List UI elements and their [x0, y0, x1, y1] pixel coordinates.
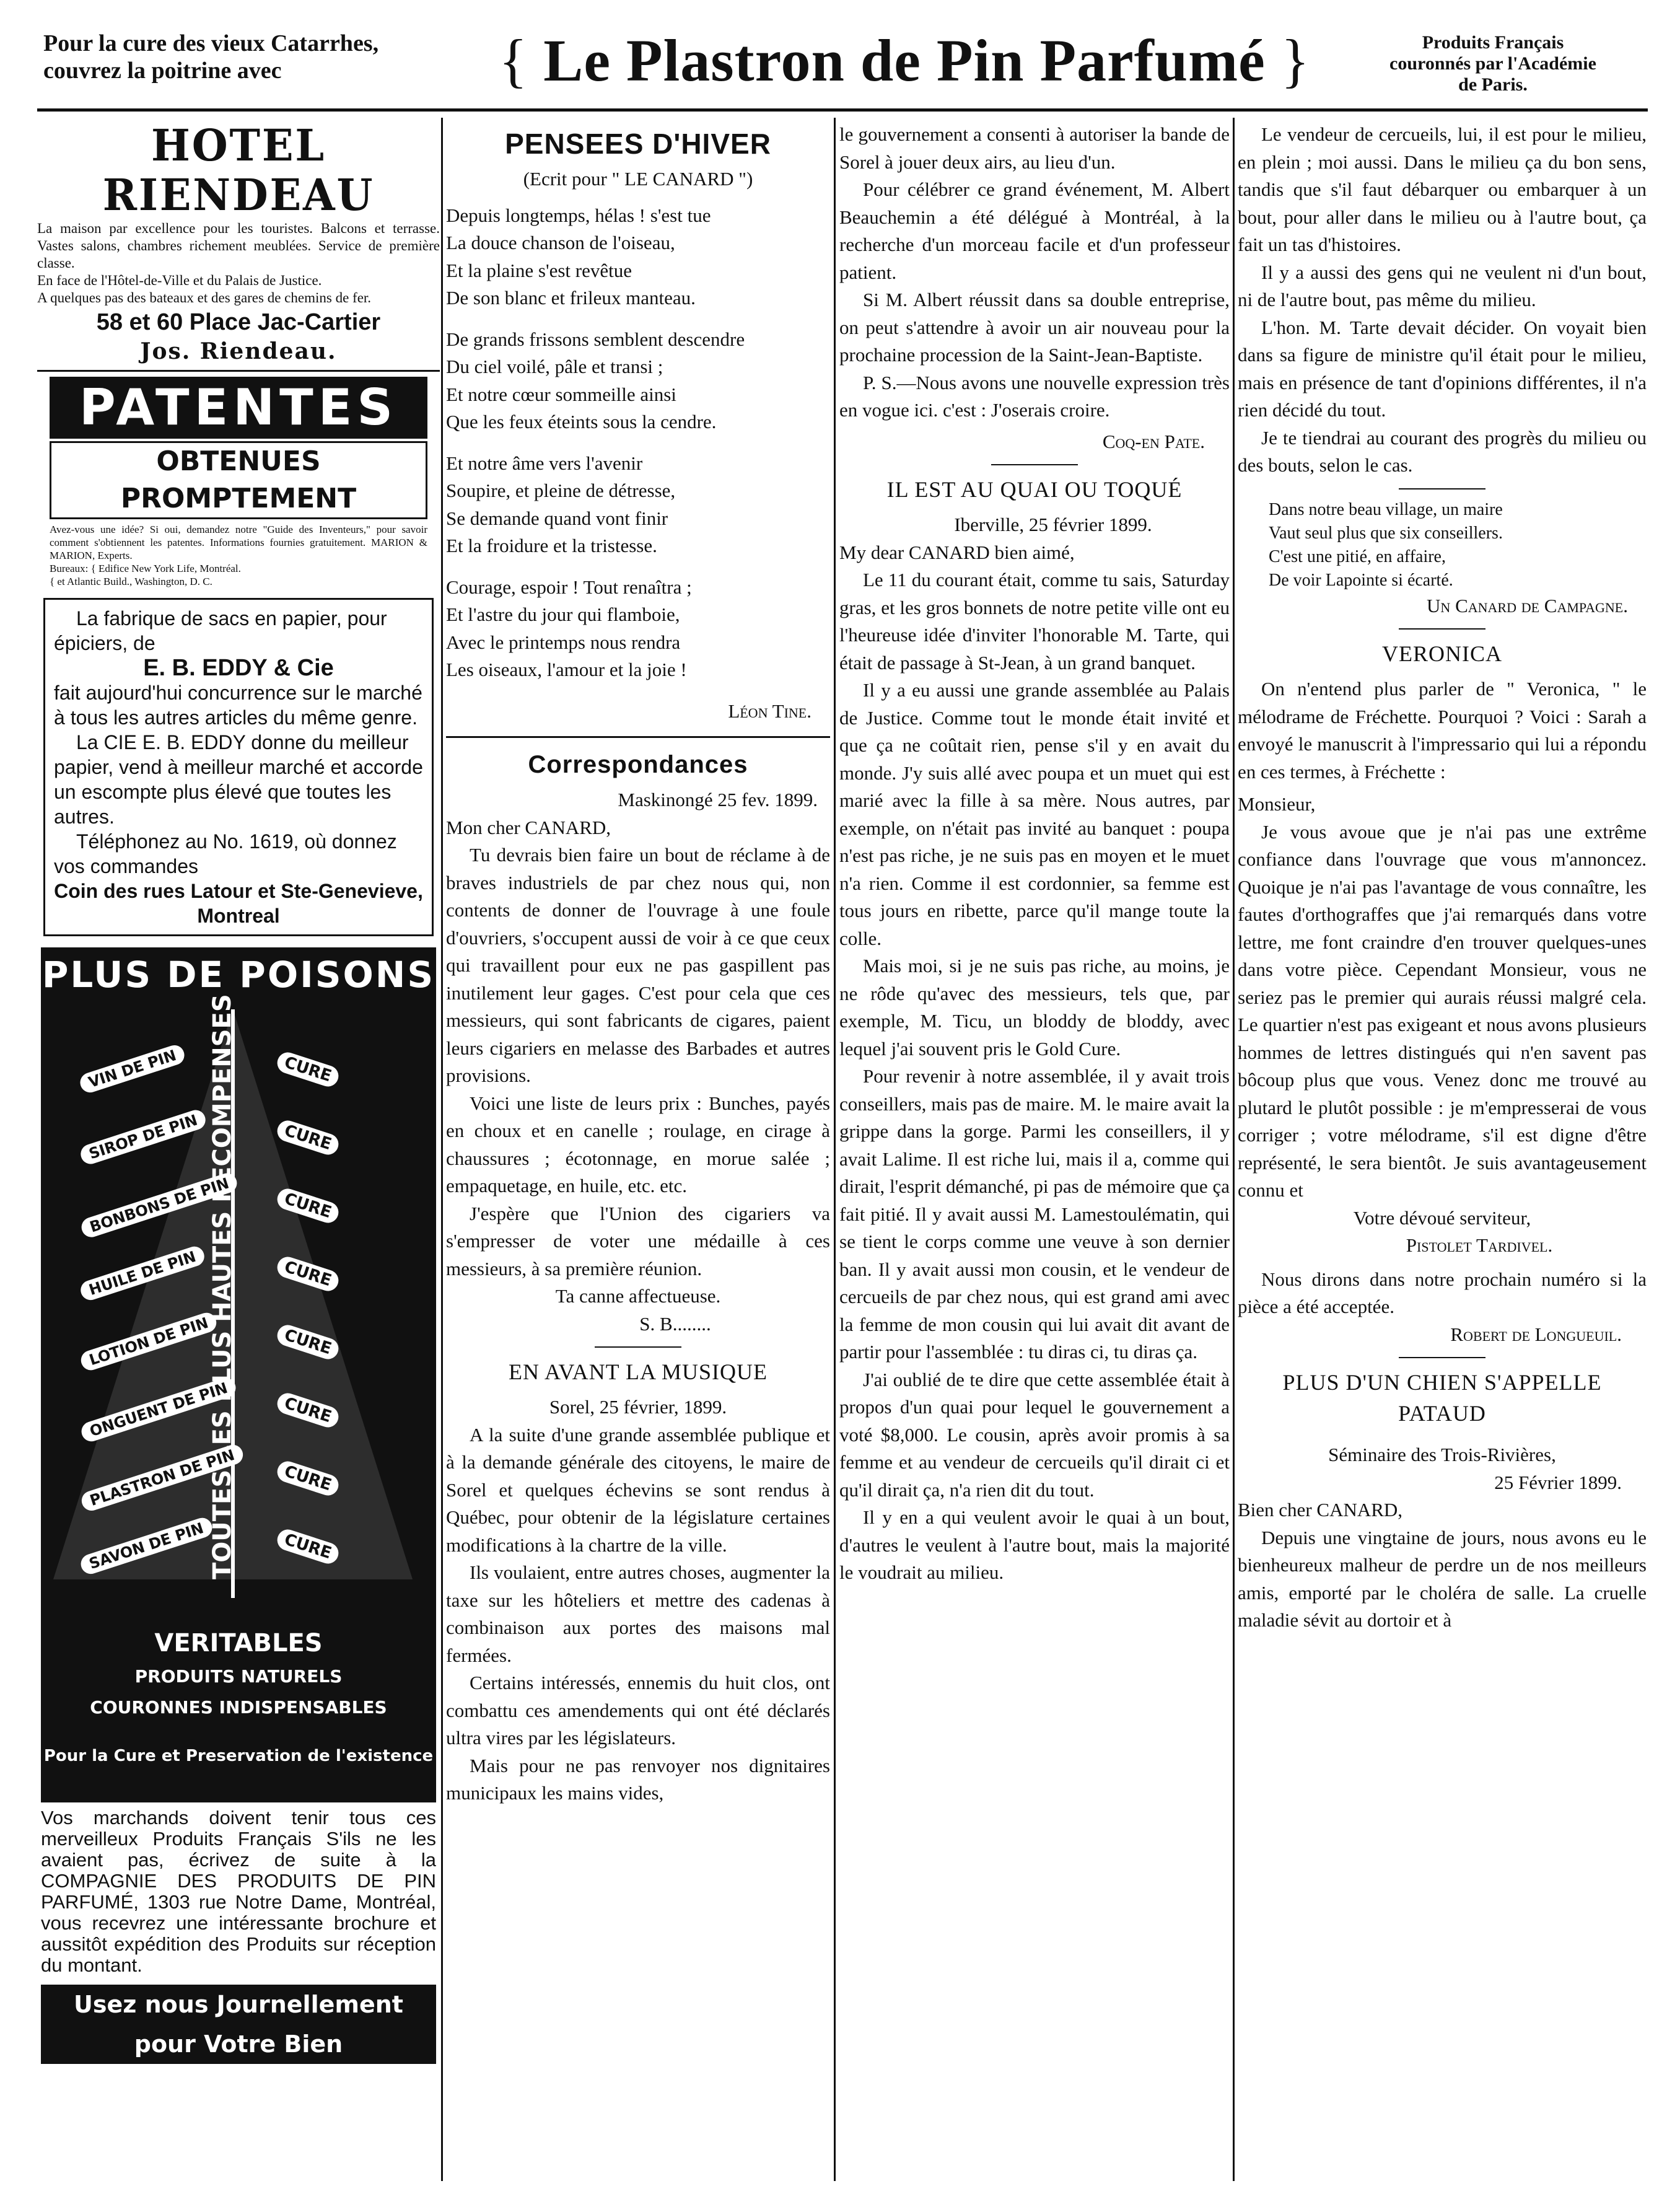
quai-paragraph: Il y en a qui veulent avoir le quai à un bout, d'autres le veulent à l'autre bout, mais la majorité le voudrait au milieu.	[839, 1506, 1230, 1583]
quai-paragraph: Le 11 du courant était, comme tu sais, Saturday gras, et les gros bonnets de notre petite ville ont eu l'heureuse idée d'inviter l'honorable M. Tarte, qui était de passage à St-Jean, à un grand banquet.	[839, 569, 1230, 674]
poem-stanza-2	[446, 326, 830, 436]
chien-place: Séminaire des Trois-Rivières,	[1328, 1444, 1556, 1465]
masthead-title-text: Le Plastron de Pin Parfumé	[543, 27, 1266, 94]
poisons-foot-4: Pour la Cure et Preservation de l'existence	[43, 1747, 434, 1765]
masthead-right-line2: couronnés par l'Académie	[1389, 53, 1596, 74]
veronica-letter: Je vous avoue que je n'ai pas une extrême confiance dans l'ouvrage que vous m'annoncez. Quoique je n'ai pas l'avantage de vous connaître, les fautes d'orthograffes que j'ai remarqués dans votre lettre, me font craindre d'en trouver quelques-unes dans votre pièce. Cependant Monsieur, vous ne seriez pas le premier qui aurais réussi malgré cela. Le quartier n'est pas exigeant et nous avons plusieurs hommes de lettres distingués qui n'en savent pas bôcoup plus que vous. Venez donc me trouvé au plutard le plutôt possible : je m'empresserai de vous corriger ; votre mélodrame, s'il est digne d'être représenté, le sera bientôt. Je suis avantageusement connu et	[1238, 820, 1647, 1201]
veronica-closing: Votre dévoué serviteur,	[1353, 1206, 1531, 1229]
divider	[1399, 488, 1485, 489]
poem-line: Courage, espoir ! Tout renaîtra ;	[446, 576, 692, 598]
patentes-title: PATENTES	[50, 377, 427, 439]
quai-verse	[1238, 498, 1647, 592]
column-rule-3	[1233, 118, 1235, 2181]
column-rule-1	[441, 118, 443, 2181]
correspondances-greeting: Mon cher CANARD,	[446, 816, 611, 838]
correspondances-closing: Ta canne affectueuse.	[555, 1285, 721, 1307]
musique-paragraph: Si M. Albert réussit dans sa double entreprise, on peut s'attendre à avoir un air nouveau pour la prochaine procession de la Saint-Jean-Baptiste.	[839, 289, 1230, 366]
product-label-4: HUILE DE PIN	[78, 1244, 207, 1303]
quai-paragraph: J'ai oublié de te dire que cette assemblée était à propos d'un quai pour lequel le gouvernement a voté $8,000. Le cousin, après avoir promis à sa femme et au vendeur de cercueils qu'il dirait ci et qu'il dirait ça, n'a rien dit du tout.	[839, 1368, 1230, 1501]
chien-title: PLUS D'UN CHIEN S'APPELLE PATAUD	[1282, 1370, 1602, 1426]
poem-line: Se demande quand vont finir	[446, 507, 668, 529]
poem-title: PENSEES D'HIVER	[505, 128, 771, 160]
verse-line: De voir Lapointe si écarté.	[1269, 570, 1453, 590]
musique-paragraph: Mais pour ne pas renvoyer nos dignitaires municipaux les mains vides,	[446, 1754, 830, 1804]
musique-date: Sorel, 25 février, 1899.	[549, 1396, 727, 1418]
poem-line: Soupire, et pleine de détresse,	[446, 480, 676, 501]
cure-label-3: CURE	[274, 1186, 341, 1226]
masthead-bracket-right: }	[1280, 27, 1310, 94]
quai-paragraph: Pour revenir à notre assemblée, il y avait trois conseillers, mais pas de maire. M. le maire avait la grippe dans la gorge. Parmi les conseillers, il y avait Lalime. Il est riche lui, mais il a, comme qui dirait, l'esprit démanché, pi pas de mémoire que ça fait pitié. Il y avait aussi M. Lamestoulématin, qui se tient le corps comme une veuve à son dernier ban. Il y avait aussi mon cousin, et le vendeur de cercueils de par chez nous, qui est grand ami avec la femme de mon cousin qui lui avait dit avant de partir pour l'assemblée : tu diras ci, tu diras ça.	[839, 1065, 1230, 1363]
divider	[1399, 1357, 1485, 1358]
hotel-text-3: A quelques pas des bateaux et des gares de chemins de fer.	[37, 290, 372, 305]
poem-line: Et notre cœur sommeille ainsi	[446, 383, 676, 405]
veronica-greeting: Monsieur,	[1238, 793, 1316, 815]
product-label-2: SIROP DE PIN	[78, 1107, 208, 1166]
masthead-right-line1: Produits Français	[1422, 32, 1564, 53]
poem-line: Depuis longtemps, hélas ! s'est tue	[446, 204, 711, 226]
usez-nous-bar: Usez nous Journellement pour Votre Bien	[41, 1985, 436, 2064]
patentes-bureaux-1: Bureaux: { Edifice New York Life, Montréal.	[50, 563, 241, 574]
patentes-subtitle: OBTENUES PROMPTEMENT	[50, 441, 427, 519]
cure-label-8: CURE	[274, 1527, 341, 1566]
masthead-left	[43, 30, 452, 84]
verse-line: C'est une pitié, en affaire,	[1269, 546, 1446, 566]
poem-line: Et l'astre du jour qui flamboie,	[446, 604, 680, 625]
column-1-ads	[37, 121, 440, 2186]
chien-greeting: Bien cher CANARD,	[1238, 1499, 1403, 1521]
correspondances-title: Correspondances	[528, 751, 748, 778]
poem-signature: Léon Tine.	[728, 700, 812, 722]
musique-paragraph: Certains intéressés, ennemis du huit clos, ont combattu ces amendements qui ont été déclarés ultra vires par les législateurs.	[446, 1672, 830, 1749]
quai-date: Iberville, 25 février 1899.	[954, 514, 1152, 535]
veronica-letter-signature: Pistolet Tardivel.	[1406, 1234, 1553, 1256]
masthead-bracket-left: {	[499, 27, 528, 94]
eddy-line-5: Coin des rues Latour et Ste-Genevieve, Montreal	[54, 880, 423, 927]
masthead-right-line3: de Paris.	[1458, 74, 1528, 95]
poisons-title: PLUS DE POISONS	[42, 954, 435, 996]
correspondances-date: Maskinongé 25 fev. 1899.	[618, 789, 818, 810]
veronica-paragraph: On n'entend plus parler de " Veronica, " le mélodrame de Fréchette. Pourquoi ? Voici : Sarah a envoyé le manuscrit à l'impressario qui lui a répondu en ces termes, à Fréchette :	[1238, 678, 1647, 783]
cure-label-2: CURE	[274, 1118, 341, 1157]
hotel-address: 58 et 60 Place Jac-Cartier	[96, 309, 381, 335]
masthead-title	[471, 24, 1338, 98]
cure-label-1: CURE	[274, 1050, 341, 1089]
hotel-signature: Jos. Riendeau.	[140, 338, 337, 364]
divider	[595, 1346, 681, 1348]
musique-paragraph: Pour célébrer ce grand événement, M. Albert Beauchemin a été délégué à Montréal, à la recherche d'un morceau facile et d'un professeur patient.	[839, 178, 1230, 283]
hotel-name: HOTEL RIENDEAU	[102, 121, 375, 221]
product-label-7: PLASTRON DE PIN	[79, 1442, 245, 1513]
quai-signature: Un Canard de Campagne.	[1427, 594, 1628, 617]
hotel-text-2: En face de l'Hôtel-de-Ville et du Palais de Justice.	[37, 273, 322, 288]
products-closing-text: Vos marchands doivent tenir tous ces merveilleux Produits Français S'ils ne les avaient pas, écrivez de suite à la COMPAGNIE DES PRODUITS DE PIN PARFUMÉ, 1303 rue Notre Dame, Montréal, vous recevrez une intéressante brochure et aussitôt expédition des Produits sur réception du montant.	[41, 1807, 436, 1976]
correspondances-signature: S. B........	[639, 1312, 711, 1335]
poem-line: Et la plaine s'est revêtue	[446, 259, 632, 281]
chien-date: 25 Février 1899.	[1494, 1471, 1622, 1493]
poem-stanza-3	[446, 450, 830, 560]
veronica-signature: Robert de Longueuil.	[1450, 1323, 1622, 1345]
patentes-text: Avez-vous une idée? Si oui, demandez notre "Guide des Inventeurs," pour savoir comment s'obtiennent les patentes. Informations fournies gratuitement. MARION & MARION, Experts.	[50, 524, 427, 561]
eddy-line-3: La CIE E. B. EDDY donne du meilleur papier, vend à meilleur marché et accorde un escompte plus élevé que toutes les autres.	[54, 731, 423, 828]
column-3	[839, 121, 1230, 2186]
veronica-title: VERONICA	[1382, 641, 1502, 666]
pine-tree-illustration	[47, 1003, 431, 1623]
eddy-line-4: Téléphonez au No. 1619, où donnez vos commandes	[54, 830, 397, 877]
musique-signature: Coq-en Pate.	[1102, 430, 1205, 452]
poem-line: Que les feux éteints sous la cendre.	[446, 411, 717, 432]
verse-line: Dans notre beau village, un maire	[1269, 499, 1503, 519]
quai-paragraph: Il y a aussi des gens qui ne veulent ni d'un bout, ni de l'autre bout, pas même du milieu.	[1238, 261, 1647, 310]
divider	[1399, 628, 1485, 630]
poisons-foot-2: PRODUITS NATURELS	[134, 1666, 343, 1687]
poisons-foot-1: VERITABLES	[154, 1629, 323, 1657]
quai-greeting: My dear CANARD bien aimé,	[839, 541, 1075, 563]
product-label-6: ONGUENT DE PIN	[79, 1376, 238, 1444]
poisons-ad	[41, 947, 436, 1802]
poem-stanza-1	[446, 202, 830, 312]
divider	[991, 464, 1078, 465]
poisons-vertical-text: TOUTES LES PLUS HAUTES RECOMPENSES	[208, 994, 237, 1579]
musique-paragraph: Ils voulaient, entre autres choses, augmenter la taxe sur les hôteliers et mettre des cadenas à combinaison aux portes des maisons mal fermées.	[446, 1561, 830, 1666]
poisons-foot-3: COURONNES INDISPENSABLES	[90, 1697, 387, 1718]
quai-paragraph: Je te tiendrai au courant des progrès du milieu ou des bouts, selon le cas.	[1238, 426, 1647, 476]
masthead-rule	[37, 108, 1648, 112]
divider	[446, 736, 830, 738]
eddy-ad	[43, 598, 434, 936]
quai-title: IL EST AU QUAI OU TOQUÉ	[886, 477, 1183, 502]
cure-label-4: CURE	[274, 1254, 341, 1294]
product-label-8: SAVON DE PIN	[78, 1516, 214, 1577]
quai-paragraph: Il y a eu aussi une grande assemblée au Palais de Justice. Comme tout le monde était invité et que ça ne coûtait rien, pense s'il y en avait du monde. J'y suis allé avec poupa et un muet qui est marié avec la fille à sa mère. Nous autres, par exemple, on n'était pas invité au banquet : poupa n'est pas riche, je ne suis pas en moyen et le muet n'a rien. Comme il est cordonnier, sa femme est tous jours en ribette, parce qu'il mange toute la colle.	[839, 679, 1230, 949]
musique-postscript: P. S.—Nous avons une nouvelle expression très en vogue ici. c'est : J'oserais croire.	[839, 371, 1230, 421]
verse-line: Vaut seul plus que six conseillers.	[1269, 523, 1503, 543]
chien-paragraph: Depuis une vingtaine de jours, nous avons eu le bienheureux malheur de perdre un de nos meilleurs amis, emporté par le choléra de salle. La cruelle maladie sévit au dortoir et à	[1238, 1526, 1647, 1631]
cure-label-7: CURE	[274, 1459, 341, 1498]
musique-continued: le gouvernement a consenti à autoriser la bande de Sorel à jouer deux airs, au lieu d'un.	[839, 123, 1230, 173]
poem-line: Et notre âme vers l'avenir	[446, 452, 643, 474]
patentes-bureaux-2: { et Atlantic Build., Washington, D. C.	[50, 576, 212, 587]
product-label-5: LOTION DE PIN	[79, 1310, 219, 1373]
quai-paragraph: Mais moi, si je ne suis pas riche, au moins, je ne rôde qu'avec des messieurs, tels que, par exemple, M. Ticu, un bloddy de bloddy, avec lequel j'ai souvent pris le Gold Cure.	[839, 955, 1230, 1060]
column-2	[446, 121, 830, 2186]
quai-paragraph: L'hon. M. Tarte devait décider. On voyait bien dans sa figure de ministre qu'il était pour le milieu, mais en présence de tant d'opinions différentes, il n'a rien décidé du tout.	[1238, 316, 1647, 421]
poem-line: Avec le printemps nous rendra	[446, 631, 681, 653]
poem-line: Du ciel voilé, pâle et transi ;	[446, 356, 663, 377]
correspondances-paragraph: Tu devrais bien faire un bout de réclame à de braves industriels de par chez nous qui, non contents de donner de l'ouvrage à une foule d'ouvriers, s'occupent aussi de voir à ce que ceux qui travaillent pour eux ne pas gaspillent pas inutilement leur gages. C'est pour cela que ces messieurs, qui sont fabricants de cigares, paient leurs cigariers en melasse des Barbades et autres provisions.	[446, 844, 830, 1086]
veronica-paragraph: Nous dirons dans notre prochain numéro si la pièce a été acceptée.	[1238, 1268, 1647, 1317]
masthead-right	[1338, 32, 1648, 95]
masthead-left-line1: Pour la cure des vieux Catarrhes,	[43, 30, 379, 56]
poem-stanza-4	[446, 574, 830, 684]
musique-paragraph: A la suite d'une grande assemblée publique et à la demande générale des citoyens, le maire de Sorel et quelques échevins se sont rendus à Québec, pour obtenir de la législature certaines modifications à la chartre de la ville.	[446, 1423, 830, 1556]
musique-title: EN AVANT LA MUSIQUE	[508, 1359, 768, 1384]
column-4	[1238, 121, 1647, 2186]
poem-line: Les oiseaux, l'amour et la joie !	[446, 659, 687, 680]
poem-line: Et la froidure et la tristesse.	[446, 535, 657, 556]
poem-line: De son blanc et frileux manteau.	[446, 287, 696, 309]
cure-label-6: CURE	[274, 1390, 341, 1430]
poem-line: La douce chanson de l'oiseau,	[446, 232, 675, 253]
eddy-line-2: fait aujourd'hui concurrence sur le marché à tous les autres articles du même genre.	[54, 682, 422, 729]
poem-subtitle: (Ecrit pour " LE CANARD ")	[523, 168, 753, 190]
eddy-line-1: La fabrique de sacs en papier, pour épiciers, de	[54, 607, 387, 654]
eddy-name: E. B. EDDY & Cie	[143, 655, 334, 681]
product-label-1: VIN DE PIN	[77, 1043, 187, 1095]
poem-line: De grands frissons semblent descendre	[446, 328, 745, 350]
product-label-3: BONBONS DE PIN	[79, 1170, 240, 1240]
hotel-text-1: La maison par excellence pour les touristes. Balcons et terrasse. Vastes salons, chambres richement meublées. Service de première classe.	[37, 221, 440, 271]
cure-label-5: CURE	[274, 1322, 341, 1362]
masthead-left-line2: couvrez la poitrine avec	[43, 58, 282, 84]
divider	[37, 370, 440, 372]
correspondances-paragraph: Voici une liste de leurs prix : Bunches, payés en choux et en canelle ; roulage, en cirage à chaussures ; écotonnage, en morue salée ; empaquetage, en huile, etc. etc.	[446, 1092, 830, 1196]
quai-paragraph: Le vendeur de cercueils, lui, il est pour le milieu, en plein ; moi aussi. Dans le milieu ça du bon sens, tandis que s'il faut débarquer ou embarquer à un bout, pour aller dans le milieu ou à l'autre bout, ça fait un tas d'histoires.	[1238, 123, 1647, 255]
correspondances-paragraph: J'espère que l'Union des cigariers va s'empresser de voter une médaille à ces messieurs, à sa première réunion.	[446, 1202, 830, 1280]
column-rule-2	[834, 118, 836, 2181]
poem	[446, 202, 830, 684]
